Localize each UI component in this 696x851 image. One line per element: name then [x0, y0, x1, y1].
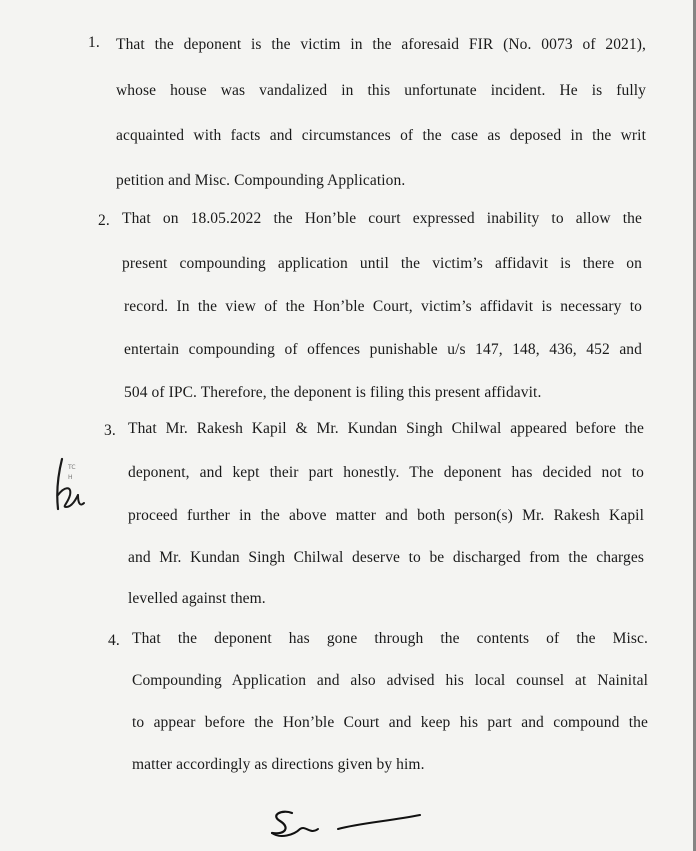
margin-initials-mark — [48, 455, 88, 515]
paragraph-line: That the deponent is the victim in the aforesaid FIR (No. 0073 of 2021), — [116, 36, 646, 53]
paragraph-number: 2. — [98, 212, 110, 229]
svg-text:H: H — [68, 474, 73, 481]
paragraph-line: entertain compounding of offences punishable u/s 147, 148, 436, 452 and — [124, 341, 642, 358]
paragraph-line: Compounding Application and also advised his local counsel at Nainital — [132, 672, 648, 689]
paragraph-line: whose house was vandalized in this unfortunate incident. He is fully — [116, 82, 646, 99]
paragraph-line: That on 18.05.2022 the Hon’ble court expressed inability to allow the — [122, 210, 642, 227]
paragraph-number: 1. — [88, 34, 100, 51]
paragraph-line: acquainted with facts and circumstances of the case as deposed in the writ — [116, 127, 646, 144]
paragraph-line: record. In the view of the Hon’ble Court, victim’s affidavit is necessary to — [124, 298, 642, 315]
paragraph-line: petition and Misc. Compounding Application. — [116, 172, 406, 189]
paragraph-line: levelled against them. — [128, 590, 266, 607]
signature — [260, 805, 430, 845]
paragraph-line: proceed further in the above matter and both person(s) Mr. Rakesh Kapil — [128, 507, 644, 524]
paragraph-line: 504 of IPC. Therefore, the deponent is filing this present affidavit. — [124, 384, 542, 401]
paragraph-line: to appear before the Hon’ble Court and keep his part and compound the — [132, 714, 648, 731]
svg-text:TC: TC — [68, 464, 76, 471]
paragraph-line: and Mr. Kundan Singh Chilwal deserve to be discharged from the charges — [128, 549, 644, 566]
paragraph-number: 3. — [104, 422, 116, 439]
paragraph-line: deponent, and kept their part honestly. The deponent has decided not to — [128, 464, 644, 481]
paragraph-line: That Mr. Rakesh Kapil & Mr. Kundan Singh Chilwal appeared before the — [128, 420, 644, 437]
paragraph-line: present compounding application until the victim’s affidavit is there on — [122, 255, 642, 272]
paragraph-line: That the deponent has gone through the contents of the Misc. — [132, 630, 648, 647]
paragraph-number: 4. — [108, 632, 120, 649]
paragraph-line: matter accordingly as directions given by him. — [132, 756, 425, 773]
